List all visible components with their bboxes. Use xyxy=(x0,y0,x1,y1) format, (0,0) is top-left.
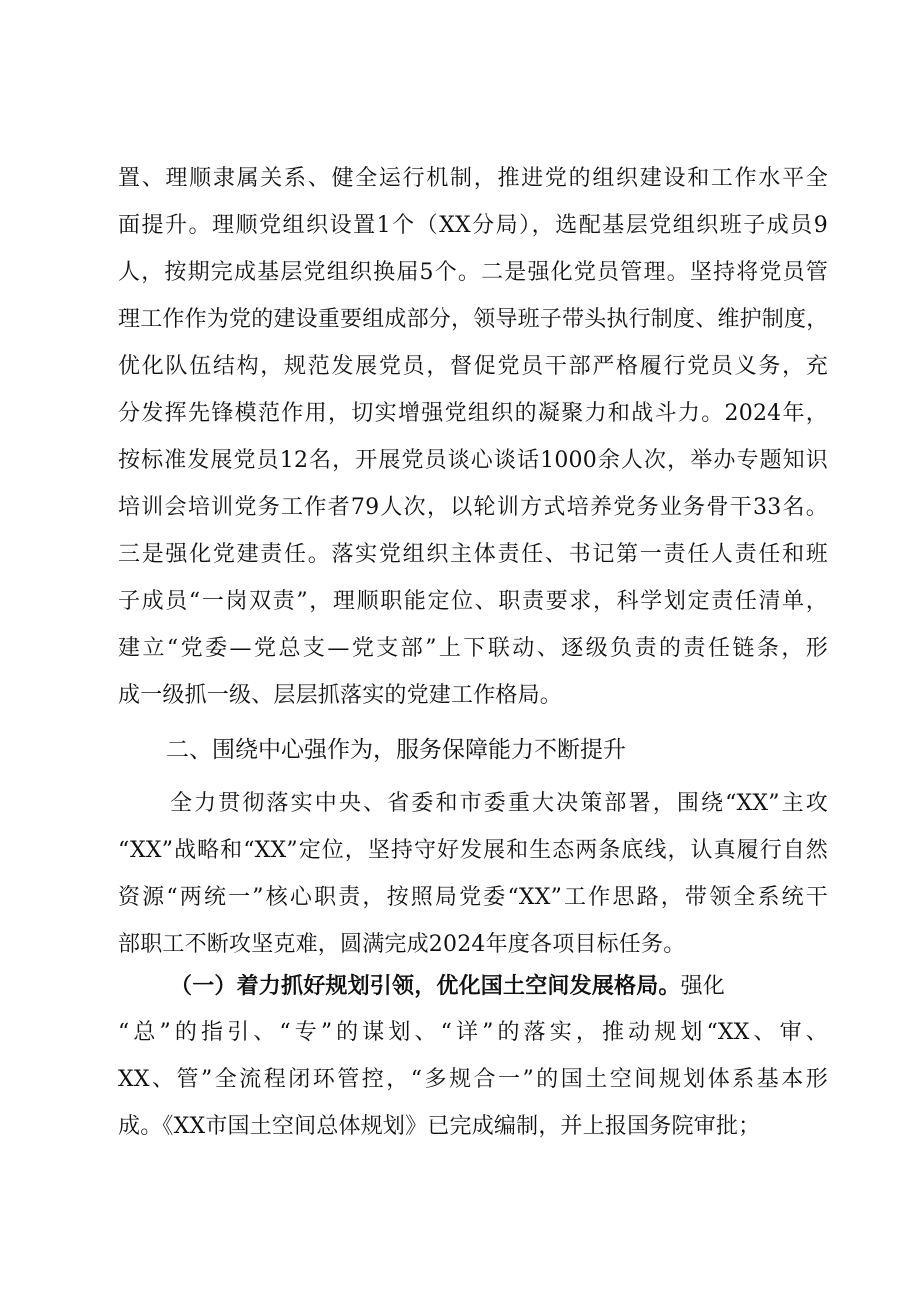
paragraph-line: 成一级抓一级、层层抓落实的党建工作格局。 xyxy=(118,683,563,708)
paragraph-line: 成。《XX市国土空间总体规划》已完成编制，并上报国务院审批； xyxy=(118,1114,761,1139)
paragraph-line: “XX”战略和“XX”定位，坚持守好发展和生态两条底线，认真履行自然 xyxy=(118,838,828,863)
section-heading: 二、围绕中心强作为，服务保障能力不断提升 xyxy=(166,737,626,763)
paragraph-line: 优化队伍结构，规范发展党员，督促党员干部严格履行党员义务，充 xyxy=(118,354,828,379)
paragraph-line: 按标准发展党员12名，开展党员谈心谈话1000余人次，举办专题知识 xyxy=(118,448,828,473)
paragraph-line: 置、理顺隶属关系、健全运行机制，推进党的组织建设和工作水平全 xyxy=(118,166,828,191)
subsection-title: （一）着力抓好规划引领，优化国土空间发展格局。 xyxy=(170,973,681,999)
paragraph-line: 三是强化党建责任。落实党组织主体责任、书记第一责任人责任和班 xyxy=(118,542,828,567)
subsection-line xyxy=(170,971,828,1002)
paragraph-line: “总”的指引、“专”的谋划、“详”的落实，推动规划“XX、审、 xyxy=(118,1020,828,1045)
paragraph-line: 部职工不断攻坚克难，圆满完成2024年度各项目标任务。 xyxy=(118,932,686,957)
paragraph-line: 分发挥先锋模范作用，切实增强党组织的凝聚力和战斗力。2024年， xyxy=(118,401,828,426)
paragraph-line: XX、管”全流程闭环管控，“多规合一”的国土空间规划体系基本形 xyxy=(118,1067,828,1092)
paragraph-line: 培训会培训党务工作者79人次，以轮训方式培养党务业务骨干33名。 xyxy=(118,495,828,520)
paragraph-line: 资源“两统一”核心职责，按照局党委“XX”工作思路，带领全系统干 xyxy=(118,885,828,910)
paragraph-line: 建立“党委—党总支—党支部”上下联动、逐级负责的责任链条，形 xyxy=(118,636,828,661)
paragraph-line: 人，按期完成基层党组织换届5个。二是强化党员管理。坚持将党员管 xyxy=(118,260,828,285)
paragraph-line: 全力贯彻落实中央、省委和市委重大决策部署，围绕“XX”主攻 xyxy=(170,791,828,816)
subsection-text: 强化 xyxy=(680,974,726,999)
paragraph-line: 子成员“一岗双责”，理顺职能定位、职责要求，科学划定责任清单， xyxy=(118,589,828,614)
paragraph-line: 理工作作为党的建设重要组成部分，领导班子带头执行制度、维护制度， xyxy=(118,307,828,332)
paragraph-line: 面提升。理顺党组织设置1个（XX分局），选配基层党组织班子成员9 xyxy=(118,213,828,238)
